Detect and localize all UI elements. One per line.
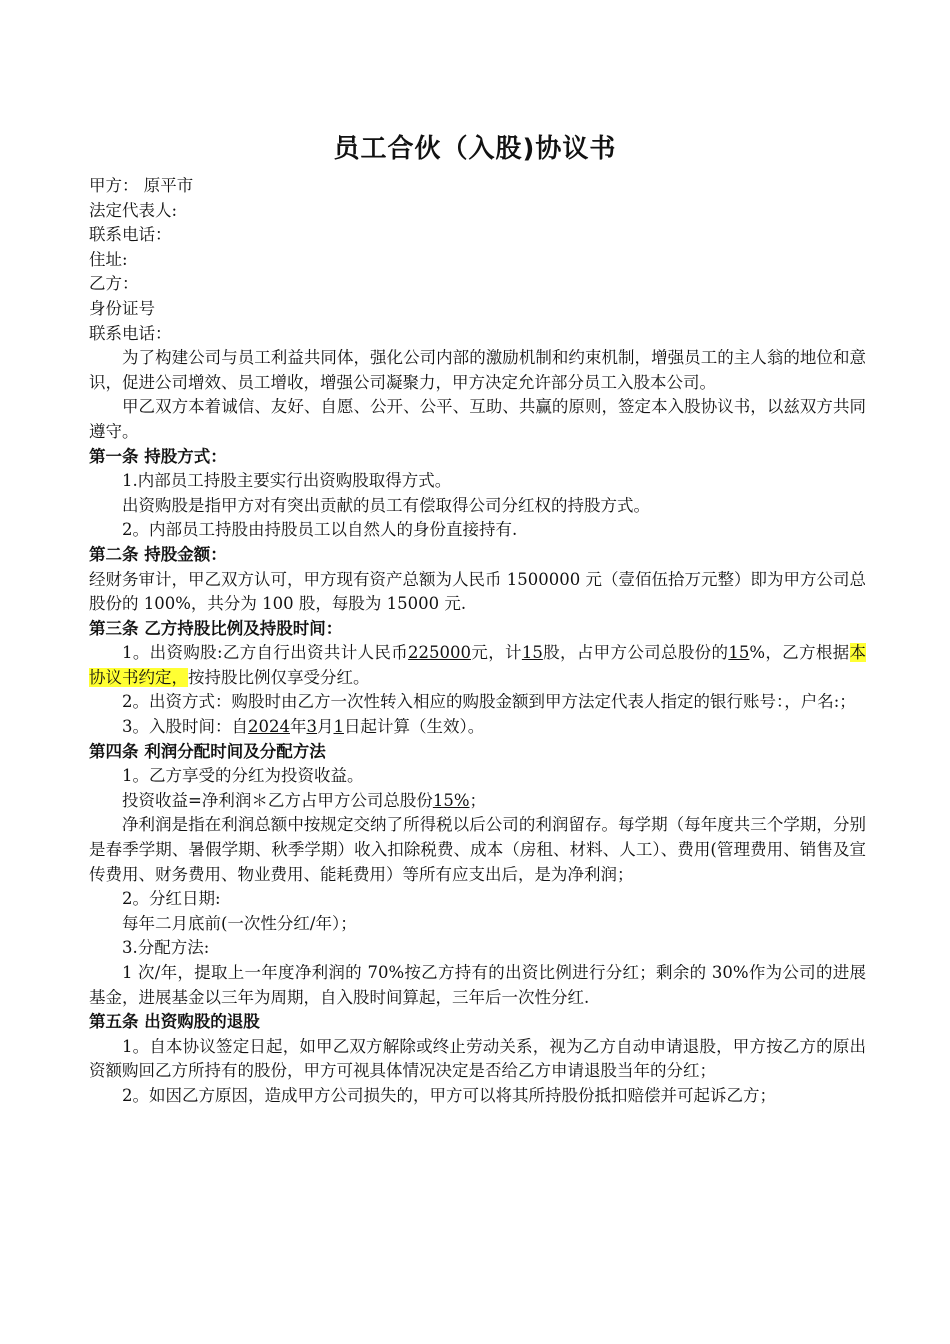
- article-4-item-2: 2。分红日期:: [122, 889, 221, 909]
- article-1-item-2: 2。内部员工持股由持股员工以自然人的身份直接持有.: [122, 520, 518, 540]
- party-b-phone-line: 联系电话：: [89, 323, 172, 343]
- shares-field: 15: [521, 643, 543, 663]
- article-3-heading: 第三条 乙方持股比例及持股时间：: [89, 618, 343, 638]
- article-4-item-3-detail: 1 次/年，提取上一年度净利润的 70%按乙方持有的出资比例进行分红；剩余的 30%作为公司的进展基金，进展基金以三年为周期，自入股时间算起，三年后一次性分红.: [89, 963, 866, 1007]
- highlighted-text: 本协议书约定，: [89, 643, 867, 687]
- article-1-item-1-detail: 出资购股是指甲方对有突出贡献的员工有偿取得公司分红权的持股方式。: [122, 495, 650, 515]
- month-field: 3: [306, 717, 317, 737]
- year-field: 2024: [248, 717, 290, 737]
- amount-field: 225000: [408, 643, 472, 663]
- day-field: 1: [333, 717, 344, 737]
- party-a-line: 甲方： 原平市: [89, 176, 194, 195]
- party-b-line: 乙方：: [89, 274, 139, 294]
- article-3-item-1: 1。出资购股:乙方自行出资共计人民币225000元，计15股，占甲方公司总股份的15%，乙方根据本协议书约定，按持股比例仅享受分红。: [89, 643, 867, 687]
- id-number-line: 身份证号: [89, 298, 155, 318]
- address-line: 住址:: [89, 249, 128, 269]
- article-1-item-1: 1.内部员工持股主要实行出资购股取得方式。: [122, 471, 452, 491]
- document-body: [89, 174, 866, 1109]
- legal-rep-line: 法定代表人:: [89, 200, 178, 220]
- article-4-item-3: 3.分配方法:: [122, 938, 210, 958]
- percentage-field: 15: [728, 643, 750, 663]
- article-5-item-2: 2。如因乙方原因，造成甲方公司损失的，甲方可以将其所持股份抵扣赔偿并可起诉乙方；: [122, 1085, 776, 1105]
- intro-paragraph-2: 甲乙双方本着诚信、友好、自愿、公开、公平、互助、共赢的原则，签定本入股协议书，以兹双方共同遵守。: [89, 397, 866, 441]
- article-4-net-profit-definition: 净利润是指在利润总额中按规定交纳了所得税以后公司的利润留存。每学期（每年度共三个学期，分别是春季学期、暑假学期、秋季学期）收入扣除税费、成本（房租、材料、人工）、费用(管理费用、销售及宣传费用、财务费用、物业费用、能耗费用）等所有应支出后，是为净利润；: [89, 815, 866, 884]
- article-2-heading: 第二条 持股金额：: [89, 544, 227, 564]
- document-title: 员工合伙（入股)协议书: [333, 134, 617, 164]
- article-1-heading: 第一条 持股方式：: [89, 446, 227, 466]
- article-2-paragraph: 经财务审计，甲乙双方认可，甲方现有资产总额为人民币 1500000 元（壹佰伍拾万元整）即为甲方公司总股份的 100%，共分为 100 股，每股为 15000 元.: [89, 569, 866, 614]
- article-5-item-1: 1。自本协议签定日起，如甲乙双方解除或终止劳动关系，视为乙方自动申请退股，甲方按乙方的原出资额购回乙方所持有的股份，甲方可视具体情况决定是否给乙方申请退股当年的分红；: [89, 1036, 866, 1081]
- party-a-phone-line: 联系电话：: [89, 225, 172, 245]
- intro-paragraph-1: 为了构建公司与员工利益共同体，强化公司内部的激励机制和约束机制，增强员工的主人翁的地位和意识，促进公司增效、员工增收，增强公司凝聚力，甲方决定允许部分员工入股本公司。: [89, 348, 866, 392]
- article-4-item-2-detail: 每年二月底前(一次性分红/年）；: [122, 913, 357, 933]
- formula-percentage-field: 15%: [432, 790, 470, 810]
- article-4-formula: 投资收益=净利润＊乙方占甲方公司总股份15%；: [122, 790, 487, 810]
- article-4-heading: 第四条 利润分配时间及分配方法: [89, 741, 326, 761]
- article-4-item-1: 1。乙方享受的分红为投资收益。: [122, 766, 364, 786]
- article-5-heading: 第五条 出资购股的退股: [89, 1012, 260, 1032]
- article-3-item-3: 3。入股时间：自2024年3月1日起计算（生效）。: [122, 717, 485, 737]
- article-3-item-2: 2。出资方式：购股时由乙方一次性转入相应的购股金额到甲方法定代表人指定的银行账号：，户名:；: [122, 692, 856, 712]
